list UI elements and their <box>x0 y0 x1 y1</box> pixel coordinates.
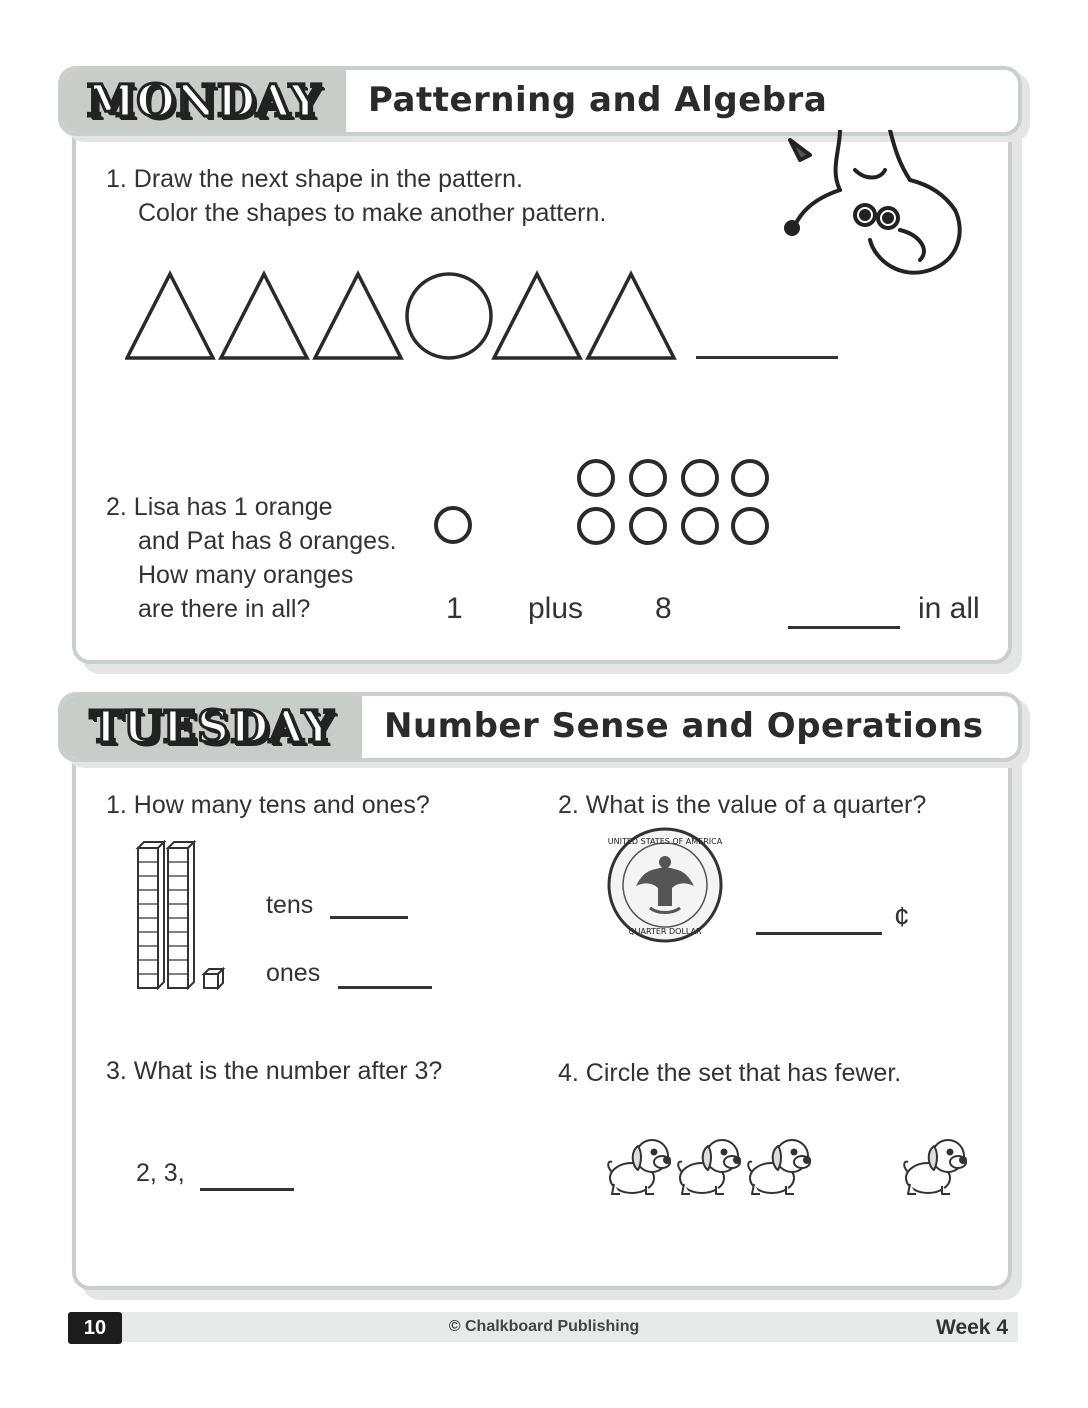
page-number: 10 <box>68 1312 122 1344</box>
next-number-answer-line[interactable] <box>200 1166 294 1191</box>
monday-q2-line2: and Pat has 8 oranges. <box>138 527 397 555</box>
dog-icon <box>606 1134 676 1200</box>
monday-q1-line2: Color the shapes to make another pattern. <box>138 199 607 227</box>
monday-q2-line4: are there in all? <box>138 595 311 623</box>
pattern-triangle-5 <box>588 274 674 358</box>
dog-set-three[interactable] <box>606 1134 818 1200</box>
pattern-circle-1 <box>407 274 491 358</box>
number-sequence: 2, 3, <box>136 1159 185 1187</box>
pattern-row <box>125 270 685 362</box>
copyright: © Chalkboard Publishing <box>448 1318 640 1335</box>
quarter-coin-icon <box>606 826 724 944</box>
dog-set-one[interactable] <box>902 1134 972 1200</box>
in-all-label: in all <box>918 592 980 625</box>
dog-icon <box>902 1134 972 1200</box>
monday-q1-line1: 1. Draw the next shape in the pattern. <box>106 165 523 193</box>
cents-symbol: ¢ <box>894 901 910 932</box>
tuesday-q1-prompt: 1. How many tens and ones? <box>106 791 430 819</box>
week-label: Week 4 <box>936 1316 1008 1339</box>
dog-icon <box>746 1134 816 1200</box>
pattern-triangle-4 <box>494 274 580 358</box>
tuesday-tab <box>62 696 362 758</box>
tens-label: tens <box>266 891 314 919</box>
pattern-answer-line[interactable] <box>696 334 838 359</box>
tuesday-q2-prompt: 2. What is the value of a quarter? <box>558 791 927 819</box>
tuesday-q3-prompt: 3. What is the number after 3? <box>106 1057 443 1085</box>
monday-section-title: Patterning and Algebra <box>368 80 828 120</box>
monday-q2-line1: 2. Lisa has 1 orange <box>106 493 333 521</box>
mascot-illustration <box>770 130 980 290</box>
addend-2: 8 <box>655 592 672 625</box>
addend-1: 1 <box>446 592 463 625</box>
tuesday-label: TUESDAY <box>89 701 335 753</box>
tuesday-q4-prompt: 4. Circle the set that has fewer. <box>558 1059 902 1087</box>
base-ten-blocks <box>134 840 234 994</box>
monday-tab <box>62 70 346 132</box>
monday-label: MONDAY <box>86 75 322 127</box>
dog-icon <box>676 1134 746 1200</box>
tuesday-section-title: Number Sense and Operations <box>384 706 984 746</box>
ones-label: ones <box>266 959 321 987</box>
pattern-triangle-2 <box>221 274 307 358</box>
lisa-orange <box>432 504 476 548</box>
quarter-answer-line[interactable] <box>756 910 882 935</box>
pattern-triangle-1 <box>127 274 213 358</box>
sum-answer-line[interactable] <box>788 604 900 629</box>
pat-oranges <box>574 456 774 552</box>
pattern-triangle-3 <box>315 274 401 358</box>
ones-answer-line[interactable] <box>338 964 432 989</box>
monday-q2-line3: How many oranges <box>138 561 354 589</box>
tens-answer-line[interactable] <box>330 894 408 919</box>
coin-top-text: UNITED STATES OF AMERICA <box>607 837 723 846</box>
plus-word: plus <box>528 592 584 625</box>
coin-bottom-text: QUARTER DOLLAR <box>628 927 702 936</box>
